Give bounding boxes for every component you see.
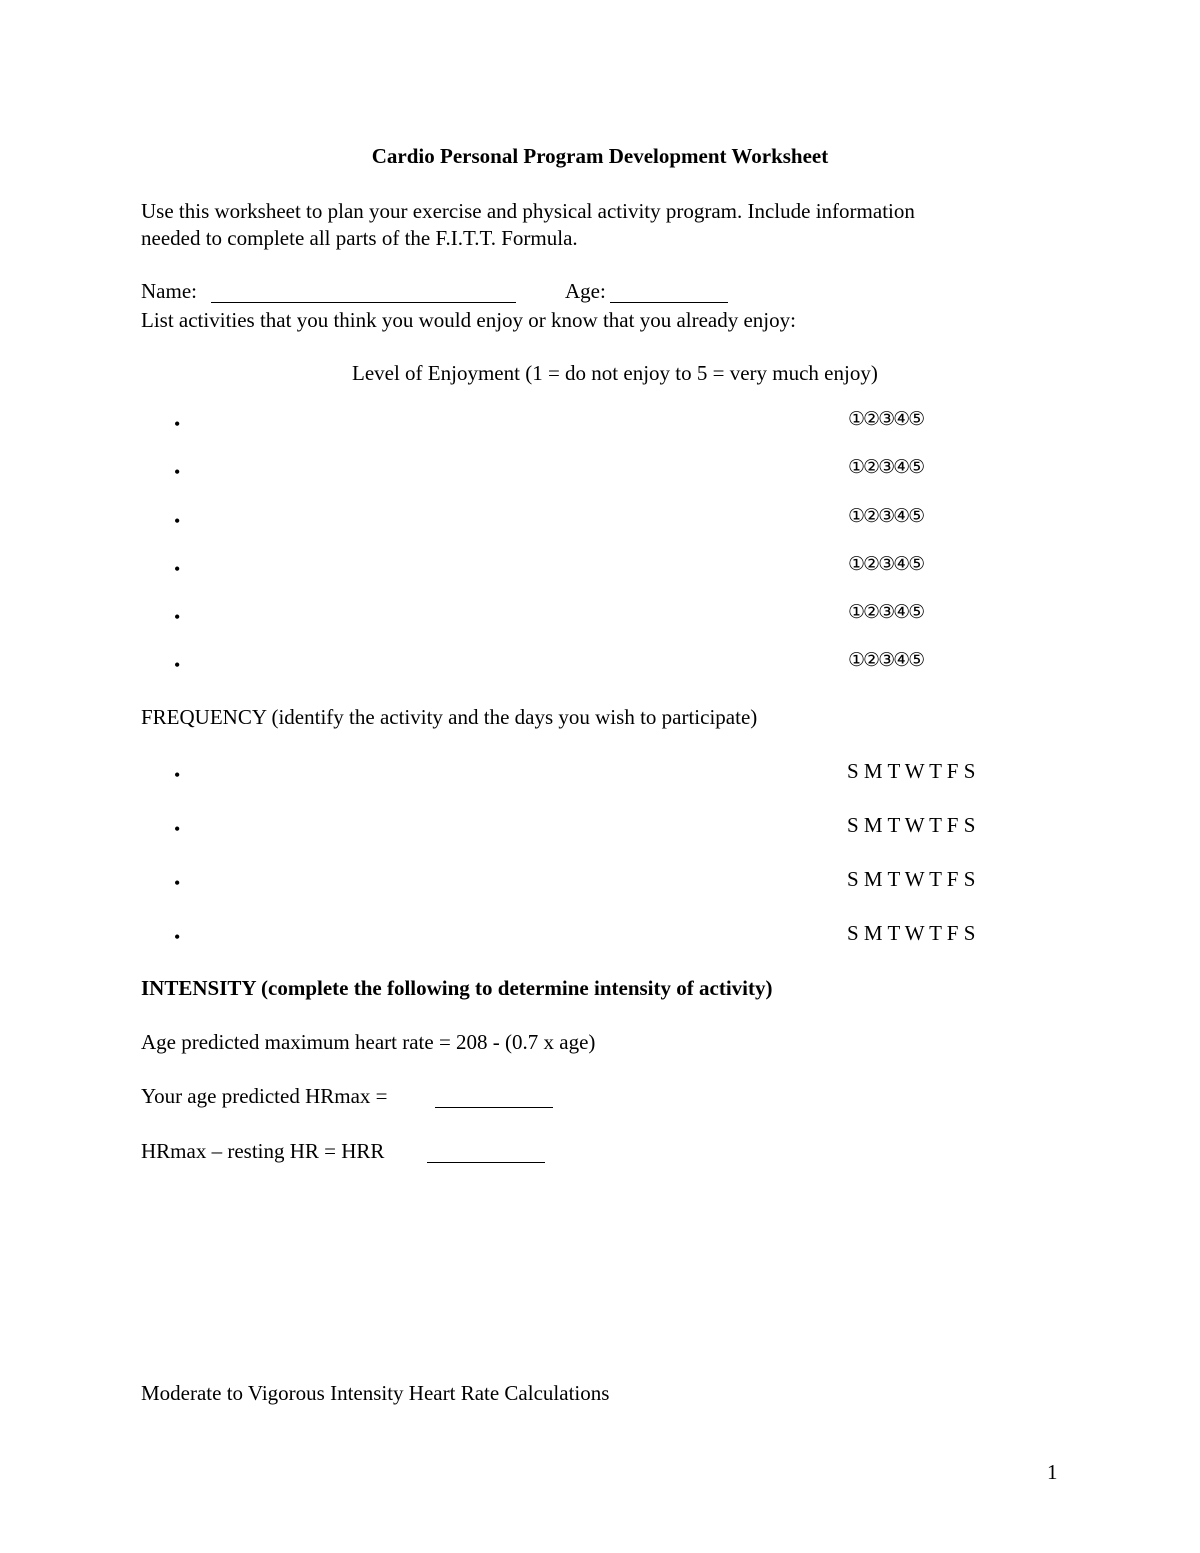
days-selector-3[interactable]: S M T W T F S — [847, 867, 976, 891]
frequency-bullet: • — [174, 819, 181, 839]
activity-bullet: • — [174, 607, 181, 627]
age-label: Age: — [565, 279, 606, 303]
activity-bullet: • — [174, 511, 181, 531]
page-title: Cardio Personal Program Development Worksheet — [371, 144, 829, 168]
enjoyment-rating-2[interactable]: ①②③④⑤ — [848, 456, 924, 478]
name-label: Name: — [141, 279, 197, 303]
name-blank[interactable] — [211, 284, 516, 303]
days-selector-4[interactable]: S M T W T F S — [847, 921, 976, 945]
moderate-vigorous-heading: Moderate to Vigorous Intensity Heart Rate Calculations — [141, 1381, 610, 1405]
enjoyment-rating-1[interactable]: ①②③④⑤ — [848, 408, 924, 430]
intro-line-2: needed to complete all parts of the F.I.T.T. Formula. — [141, 226, 578, 250]
activity-bullet: • — [174, 414, 181, 434]
age-blank[interactable] — [610, 284, 728, 303]
enjoyment-rating-3[interactable]: ①②③④⑤ — [848, 505, 924, 527]
enjoyment-heading: Level of Enjoyment (1 = do not enjoy to 5 = very much enjoy) — [352, 361, 878, 385]
enjoyment-rating-6[interactable]: ①②③④⑤ — [848, 649, 924, 671]
activity-bullet: • — [174, 559, 181, 579]
intensity-heading: INTENSITY (complete the following to determine intensity of activity) — [141, 976, 773, 1000]
frequency-heading: FREQUENCY (identify the activity and the days you wish to participate) — [141, 705, 758, 729]
frequency-bullet: • — [174, 765, 181, 785]
days-selector-1[interactable]: S M T W T F S — [847, 759, 976, 783]
hrmax-formula: Age predicted maximum heart rate = 208 - (0.7 x age) — [141, 1030, 596, 1054]
hrmax-line: Your age predicted HRmax = — [141, 1084, 388, 1108]
days-selector-2[interactable]: S M T W T F S — [847, 813, 976, 837]
frequency-bullet: • — [174, 873, 181, 893]
hrmax-blank[interactable] — [435, 1089, 553, 1108]
hrr-line: HRmax – resting HR = HRR — [141, 1139, 385, 1163]
activity-list-prompt: List activities that you think you would enjoy or know that you already enjoy: — [141, 308, 796, 332]
enjoyment-rating-5[interactable]: ①②③④⑤ — [848, 601, 924, 623]
activity-bullet: • — [174, 655, 181, 675]
page-number: 1 — [1047, 1460, 1058, 1484]
enjoyment-rating-4[interactable]: ①②③④⑤ — [848, 553, 924, 575]
hrr-blank[interactable] — [427, 1144, 545, 1163]
intro-line-1: Use this worksheet to plan your exercise and physical activity program. Include information — [141, 199, 915, 223]
frequency-bullet: • — [174, 927, 181, 947]
activity-bullet: • — [174, 462, 181, 482]
